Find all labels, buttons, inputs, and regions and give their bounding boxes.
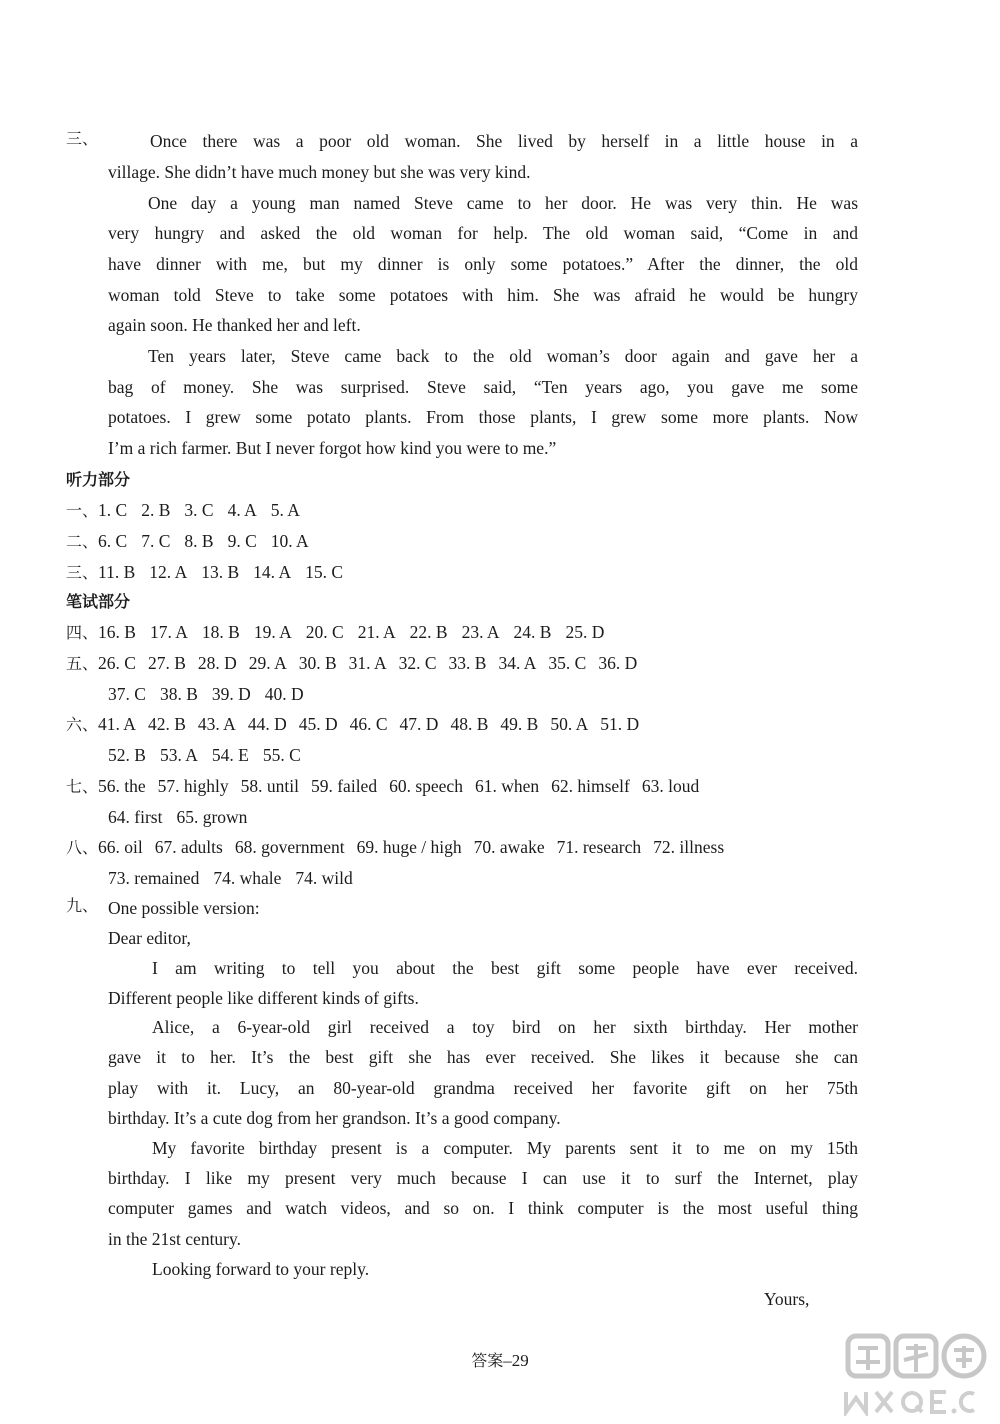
answer-item: 18. B xyxy=(201,622,240,642)
answer-item: 24. B xyxy=(513,622,552,642)
answer-item: 5. A xyxy=(270,500,300,520)
answer-item: 44. D xyxy=(247,714,287,734)
answer-item: 8. B xyxy=(184,531,214,551)
story-line: village. She didn’t have much money but she was very kind. xyxy=(108,162,531,182)
answer-item: 37. C xyxy=(108,684,146,704)
answer-item: 7. C xyxy=(141,531,171,551)
answer-item: 27. B xyxy=(147,653,186,673)
section-marker: 一、 xyxy=(66,501,99,520)
answer-item: 23. A xyxy=(461,622,500,642)
answer-item: 36. D xyxy=(598,653,638,673)
essay-line: computer games and watch videos, and so on. I think computer is the most useful thing xyxy=(108,1198,858,1218)
answer-item: 45. D xyxy=(298,714,338,734)
answer-item: 59. failed xyxy=(310,776,378,796)
answer-item: 70. awake xyxy=(473,837,545,857)
essay-line: gave it to her. It’s the best gift she has ever received. She likes it because she can xyxy=(108,1047,858,1067)
answer-item: 33. B xyxy=(448,653,487,673)
answer-item: 47. D xyxy=(399,714,439,734)
answer-item: 39. D xyxy=(211,684,251,704)
answer-row xyxy=(66,526,858,556)
section-marker: 五、 xyxy=(66,654,99,673)
page-label: 答案 xyxy=(471,1351,504,1370)
answer-item: 64. first xyxy=(108,807,163,827)
answer-item: 74. wild xyxy=(295,868,353,888)
essay-line: Alice, a 6-year-old girl received a toy bird on her sixth birthday. Her mother xyxy=(152,1017,858,1037)
section-marker: 七、 xyxy=(66,777,99,796)
answer-item: 6. C xyxy=(98,531,128,551)
answer-item: 74. whale xyxy=(213,868,282,888)
answer-item: 10. A xyxy=(270,531,309,551)
section-marker: 八、 xyxy=(66,838,99,857)
answer-item: 43. A xyxy=(197,714,236,734)
answer-row xyxy=(66,557,858,587)
answer-item: 13. B xyxy=(201,562,240,582)
answer-item: 11. B xyxy=(98,562,136,582)
answer-item: 17. A xyxy=(149,622,188,642)
answer-item: 3. C xyxy=(184,500,214,520)
answer-item: 65. grown xyxy=(176,807,248,827)
answer-item: 34. A xyxy=(498,653,537,673)
story-line: have dinner with me, but my dinner is only some potatoes.” After the dinner, the old xyxy=(108,254,858,274)
answer-item: 61. when xyxy=(474,776,540,796)
answer-item: 15. C xyxy=(305,562,344,582)
answer-item: 51. D xyxy=(600,714,640,734)
answer-row xyxy=(66,709,860,739)
answer-item: 30. B xyxy=(298,653,337,673)
answer-item: 28. D xyxy=(197,653,237,673)
story-line: again soon. He thanked her and left. xyxy=(108,315,361,335)
answer-item: 21. A xyxy=(357,622,396,642)
essay-line: birthday. It’s a cute dog from her grandson. It’s a good company. xyxy=(108,1108,561,1128)
section-marker: 六、 xyxy=(66,715,99,734)
essay-line: I am writing to tell you about the best gift some people have ever received. xyxy=(152,958,858,978)
story-line: potatoes. I grew some potato plants. From those plants, I grew some more plants. Now xyxy=(108,407,858,427)
essay-closing: Yours, xyxy=(764,1289,810,1309)
essay-line: birthday. I like my present very much because I can use it to surf the Internet, play xyxy=(108,1168,858,1188)
answer-item: 14. A xyxy=(253,562,292,582)
story-marker: 三、 xyxy=(66,129,99,148)
answer-item: 68. government xyxy=(234,837,345,857)
answer-item: 38. B xyxy=(159,684,198,704)
page-value: –29 xyxy=(503,1351,529,1370)
answer-item: 50. A xyxy=(550,714,589,734)
answer-item: 73. remained xyxy=(108,868,200,888)
story-line: very hungry and asked the old woman for help. The old woman said, “Come in and xyxy=(108,223,858,243)
essay-marker: 九、 xyxy=(66,896,99,915)
answer-item: 52. B xyxy=(108,745,146,765)
answer-item: 56. the xyxy=(98,776,146,796)
answer-row xyxy=(66,617,858,647)
story-line: Ten years later, Steve came back to the old woman’s door again and gave her a xyxy=(148,346,858,366)
answer-row xyxy=(66,771,860,801)
answer-item: 55. C xyxy=(262,745,301,765)
answer-item: 9. C xyxy=(227,531,257,551)
answer-item: 4. A xyxy=(227,500,257,520)
written-heading: 笔试部分 xyxy=(66,592,131,611)
answer-item: 29. A xyxy=(248,653,287,673)
answer-item: 2. B xyxy=(141,500,171,520)
answer-item: 16. B xyxy=(98,622,136,642)
answer-item: 54. E xyxy=(211,745,249,765)
listening-heading: 听力部分 xyxy=(66,470,131,489)
answer-row xyxy=(108,802,858,832)
story-line: One day a young man named Steve came to her door. He was very thin. He was xyxy=(148,193,858,213)
answer-row xyxy=(108,863,858,893)
answer-item: 22. B xyxy=(409,622,448,642)
answer-item: 49. B xyxy=(500,714,539,734)
answer-row xyxy=(108,740,858,770)
story-line: Once there was a poor old woman. She lived by herself in a little house in a xyxy=(150,131,858,151)
answer-item: 53. A xyxy=(159,745,198,765)
answer-item: 69. huge / high xyxy=(356,837,462,857)
answer-row xyxy=(66,648,860,678)
essay-salutation: Dear editor, xyxy=(108,928,191,948)
answer-item: 71. research xyxy=(556,837,642,857)
essay-line: My favorite birthday present is a computer. My parents sent it to me on my 15th xyxy=(152,1138,858,1158)
watermark-logo xyxy=(842,1332,992,1416)
essay-intro: One possible version: xyxy=(108,898,260,918)
answer-item: 25. D xyxy=(565,622,605,642)
answer-item: 42. B xyxy=(147,714,186,734)
answer-item: 57. highly xyxy=(157,776,229,796)
section-marker: 二、 xyxy=(66,532,99,551)
answer-item: 63. loud xyxy=(641,776,700,796)
story-line: bag of money. She was surprised. Steve said, “Ten years ago, you gave me some xyxy=(108,377,858,397)
essay-line: Looking forward to your reply. xyxy=(152,1259,370,1279)
answer-row xyxy=(108,679,858,709)
story-line: I’m a rich farmer. But I never forgot how kind you were to me.” xyxy=(108,438,557,458)
answer-item: 1. C xyxy=(98,500,128,520)
essay-line: Different people like different kinds of gifts. xyxy=(108,988,419,1008)
essay-line: in the 21st century. xyxy=(108,1229,242,1249)
answer-item: 31. A xyxy=(348,653,387,673)
answer-item: 60. speech xyxy=(389,776,463,796)
answer-item: 67. adults xyxy=(154,837,223,857)
section-marker: 三、 xyxy=(66,563,99,582)
answer-item: 35. C xyxy=(548,653,587,673)
answer-item: 66. oil xyxy=(98,837,143,857)
answer-item: 26. C xyxy=(98,653,136,673)
answer-item: 20. C xyxy=(305,622,344,642)
answer-item: 40. D xyxy=(264,684,304,704)
answer-item: 46. C xyxy=(349,714,388,734)
answer-item: 72. illness xyxy=(653,837,725,857)
answer-item: 32. C xyxy=(398,653,437,673)
answer-row xyxy=(66,495,858,525)
answer-item: 19. A xyxy=(253,622,292,642)
answer-item: 48. B xyxy=(450,714,489,734)
answer-row xyxy=(66,832,860,862)
answer-item: 58. until xyxy=(240,776,299,796)
story-line: woman told Steve to take some potatoes with him. She was afraid he would be hungry xyxy=(108,285,858,305)
answer-item: 12. A xyxy=(149,562,188,582)
answer-item: 62. himself xyxy=(551,776,630,796)
essay-line: play with it. Lucy, an 80-year-old grandma received her favorite gift on her 75th xyxy=(108,1078,858,1098)
section-marker: 四、 xyxy=(66,623,99,642)
answer-item: 41. A xyxy=(98,714,136,734)
